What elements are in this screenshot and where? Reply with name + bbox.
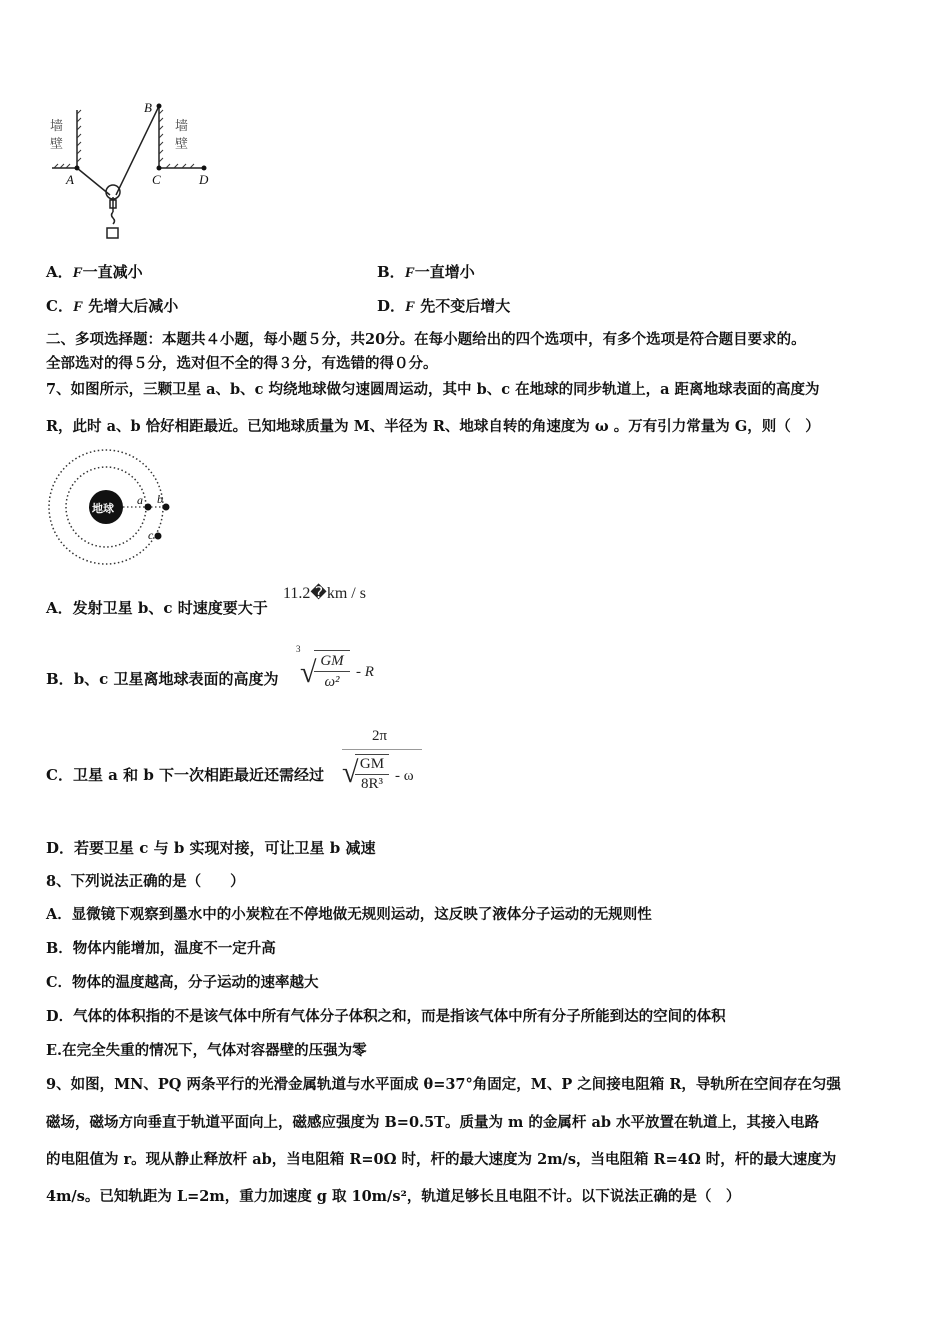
q7-option-c: C．卫星 a 和 b 下一次相距最近还需经过 <box>46 766 325 784</box>
wall-pulley-figure <box>44 100 219 245</box>
q8-option-a: A．显微镜下观察到墨水中的小炭粒在不停地做无规则运动，这反映了液体分子运动的无规则性 <box>46 906 652 923</box>
wall-left-label: 墙壁 <box>50 119 64 152</box>
q7-option-a: A．发射卫星 b、c 时速度要大于 <box>46 599 268 617</box>
q8-option-c: C．物体的温度越高，分子运动的速率越大 <box>46 974 319 991</box>
earth-label: 地球 <box>92 502 114 515</box>
satellite-c-label: c <box>148 528 154 542</box>
q8-option-e: E.在完全失重的情况下，气体对容器壁的压强为零 <box>46 1042 367 1059</box>
q7-stem-line2: R，此时 a、b 恰好相距最近。已知地球质量为 M、半径为 R、地球自转的角速度为 ω 。万有引力常量为 G，则（ ） <box>46 418 820 435</box>
point-a-label: A <box>66 172 74 187</box>
section2-line1: 二、多项选择题：本题共４小题，每小题５分，共20分。在每小题给出的四个选项中，有多个选项是符合题目要求的。 <box>46 331 806 348</box>
radical-sign: √ <box>300 656 317 689</box>
section2-line2: 全部选对的得５分，选对但不全的得３分，有选错的得０分。 <box>46 355 438 372</box>
q6-option-a: A．F一直减小 <box>46 263 143 281</box>
q9-stem-line4: 4m/s。已知轨距为 L=2m，重力加速度 g 取 10m/s²，轨道足够长且电阻不计。以下说法正确的是（ ） <box>46 1188 741 1205</box>
q8-option-b: B．物体内能增加，温度不一定升高 <box>46 940 276 957</box>
q7-option-b: B．b、c 卫星离地球表面的高度为 <box>46 670 279 688</box>
point-b-label: B <box>144 100 152 115</box>
q9-stem-line3: 的电阻值为 r。现从静止释放杆 ab，当电阻箱 R=0Ω 时，杆的最大速度为 2m/s，当电阻箱 R=4Ω 时，杆的最大速度为 <box>46 1151 837 1168</box>
q9-stem-line1: 9、如图，MN、PQ 两条平行的光滑金属轨道与水平面成 θ=37°角固定，M、P 之间接电阻箱 R，导轨所在空间存在匀强 <box>46 1076 841 1093</box>
satellite-b-label: b <box>157 492 163 506</box>
q7-option-d: D．若要卫星 c 与 b 实现对接，可让卫星 b 减速 <box>46 839 376 857</box>
q7-option-a-math: 11.2�km / s <box>283 585 366 602</box>
q6-option-b: B．F一直增小 <box>377 263 475 281</box>
q8-option-d: D．气体的体积指的不是该气体中所有气体分子体积之和，而是指该气体中所有分子所能到达的空间的体积 <box>46 1008 726 1025</box>
satellite-a-label: a <box>137 493 143 507</box>
orbit-diagram <box>44 446 184 568</box>
q9-stem-line2: 磁场，磁场方向垂直于轨道平面向上，磁感应强度为 B=0.5T。质量为 m 的金属杆 ab 水平放置在轨道上，其接入电路 <box>46 1114 820 1131</box>
radicand: GM ω² <box>314 650 350 692</box>
wall-right-label: 墙壁 <box>175 119 189 152</box>
point-d-label: D <box>199 172 209 187</box>
root-index: 3 <box>296 644 301 654</box>
point-c-label: C <box>152 172 161 187</box>
radical-sign: √ <box>342 756 359 789</box>
q8-stem: 8、下列说法正确的是（ ） <box>46 873 245 890</box>
orbit-figure <box>44 446 184 568</box>
fraction-bar <box>342 749 422 750</box>
q7-option-c-formula: 2π √ GM 8R³ - ω <box>342 726 424 796</box>
q6-option-d: D．F 先不变后增大 <box>377 297 511 315</box>
q7-stem-line1: 7、如图所示，三颗卫星 a、b、c 均绕地球做匀速圆周运动，其中 b、c 在地球的同步轨道上，a 距离地球表面的高度为 <box>46 381 820 398</box>
q6-option-c: C．F 先增大后减小 <box>46 297 179 315</box>
